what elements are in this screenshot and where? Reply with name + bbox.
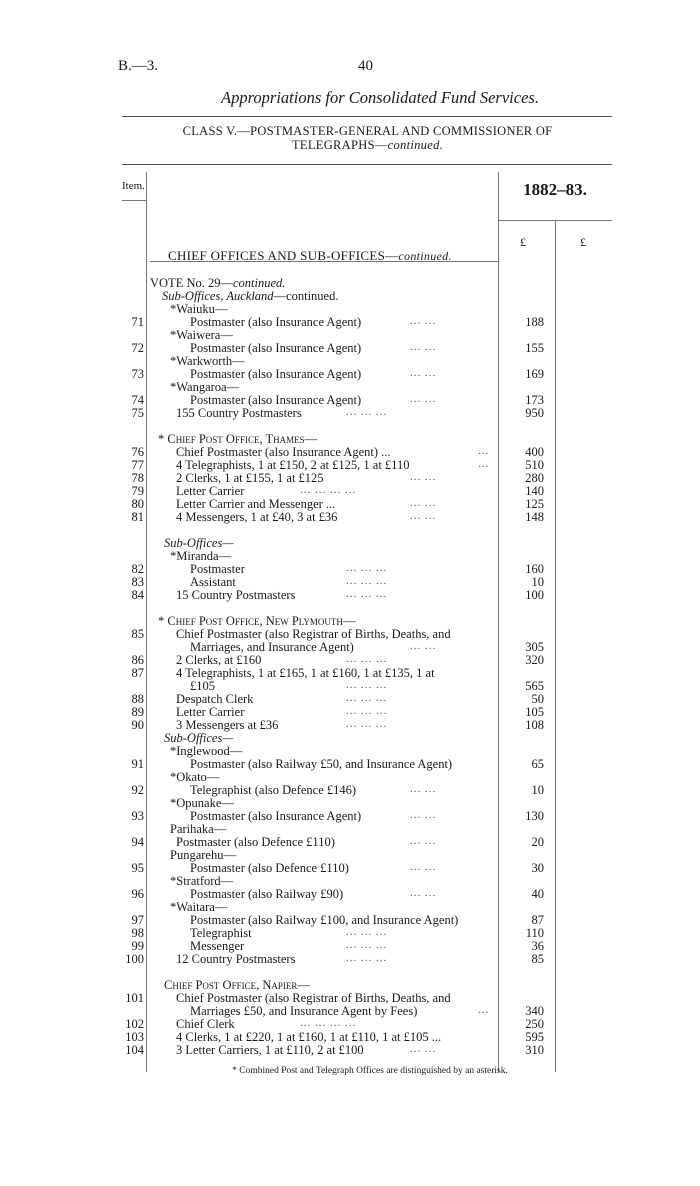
table-row [0,497,700,510]
table-row [0,926,700,939]
table-row [0,991,700,1004]
sub-offices-auckland-label: Sub-Offices, Auckland [162,289,274,303]
table-row [0,705,700,718]
place-miranda: *Miranda— [170,549,232,563]
leader-dots: ... [478,458,490,470]
table-row [0,1043,700,1056]
leader-dots: ... ... [410,315,437,327]
leader-dots: ... ... [410,640,437,652]
leader-dots: ... ... [410,835,437,847]
row-description: Chief Clerk [176,1017,235,1031]
chief-post-office-napier: Chief Post Office, Napier— [164,978,310,992]
item-number: 94 [131,835,144,849]
item-number: 97 [131,913,144,927]
item-number: 81 [131,510,144,524]
leader-dots: ... ... [410,783,437,795]
vote-label: VOTE No. 29— [150,276,233,290]
table-row [0,1017,700,1030]
row-description: Assistant [190,575,236,589]
row-amount: 10 [531,783,544,797]
row-amount: 400 [525,445,544,459]
row-description: Letter Carrier [176,705,245,719]
section-heading [168,248,452,264]
table-row [0,913,700,926]
row-amount: 65 [531,757,544,771]
table-row [0,640,700,653]
row-description: Letter Carrier and Messenger ... [176,497,336,511]
row-description: Chief Postmaster (also Registrar of Births, Deaths, and [176,627,451,641]
item-number: 95 [131,861,144,875]
table-row [0,393,700,406]
table-row [0,692,700,705]
item-number: 72 [131,341,144,355]
item-number: 73 [131,367,144,381]
table-row [0,666,700,679]
row-amount: 155 [525,341,544,355]
row-amount: 950 [525,406,544,420]
place-waiwera: *Waiwera— [170,328,233,342]
row-amount: 173 [525,393,544,407]
table-row [0,406,700,419]
row-description: Postmaster (also Defence £110) [176,835,335,849]
item-number: 104 [125,1043,144,1057]
row-description: 2 Clerks, at £160 [176,653,262,667]
table-row [0,510,700,523]
table-row [0,341,700,354]
item-number: 80 [131,497,144,511]
row-amount: 280 [525,471,544,485]
row-description: Postmaster (also Insurance Agent) [190,315,362,329]
item-number: 82 [131,562,144,576]
sub-offices-thames-heading: Sub-Offices— [164,536,234,550]
table-row [0,861,700,874]
item-number: 87 [131,666,144,680]
place-pungarehu: Pungarehu— [170,848,236,862]
row-amount: 140 [525,484,544,498]
leader-dots: ... ... [410,861,437,873]
leader-dots: ... ... [410,1043,437,1055]
running-title: Appropriations for Consolidated Fund Services. [221,88,539,107]
row-amount: 10 [531,575,544,589]
leader-dots: ... ... [410,510,437,522]
item-number: 85 [131,627,144,641]
row-amount: 510 [525,458,544,472]
place-waitara: *Waitara— [170,900,228,914]
row-description: 4 Telegraphists, 1 at £150, 2 at £125, 1 at £110 [176,458,410,472]
item-column-header: Item. [122,180,145,192]
page-number: 40 [358,58,373,74]
row-description: 3 Messengers at £36 [176,718,279,732]
item-number: 91 [131,757,144,771]
place-opunake: *Opunake— [170,796,234,810]
item-number: 101 [125,991,144,1005]
row-amount: 160 [525,562,544,576]
item-number: 83 [131,575,144,589]
class-title-line-1: CLASS V.—POSTMASTER-GENERAL AND COMMISSIONER OF [182,124,553,138]
place-inglewood: *Inglewood— [170,744,243,758]
place-wangaroa: *Wangaroa— [170,380,240,394]
table-row [0,445,700,458]
row-amount: 169 [525,367,544,381]
row-description: Postmaster (also Insurance Agent) [190,367,362,381]
row-description: £105 [190,679,215,693]
row-description: 4 Messengers, 1 at £40, 3 at £36 [176,510,338,524]
row-description: Postmaster [190,562,245,576]
place-stratford: *Stratford— [170,874,234,888]
table-row [0,679,700,692]
table-row [0,315,700,328]
table-row [0,952,700,965]
item-number: 100 [125,952,144,966]
leader-dots: ... ... [410,393,437,405]
leader-dots: ... ... ... [346,653,388,665]
item-number: 103 [125,1030,144,1044]
leader-dots: ... ... ... [346,406,388,418]
table-row [0,783,700,796]
sub-offices-new-plymouth-heading: Sub-Offices— [164,731,234,745]
row-description: 3 Letter Carriers, 1 at £110, 2 at £100 [176,1043,364,1057]
row-amount: 310 [525,1043,544,1057]
row-description: 4 Telegraphists, 1 at £165, 1 at £160, 1 at £135, 1 at [176,666,435,680]
row-amount: 85 [531,952,544,966]
item-number: 96 [131,887,144,901]
row-amount: 30 [531,861,544,875]
row-amount: 108 [525,718,544,732]
leader-dots: ... ... ... ... [300,484,357,496]
row-amount: 50 [531,692,544,706]
row-amount: 130 [525,809,544,823]
row-description: Postmaster (also Insurance Agent) [190,341,362,355]
leader-dots: ... ... [410,341,437,353]
row-amount: 36 [531,939,544,953]
item-number: 92 [131,783,144,797]
row-description: Telegraphist [190,926,252,940]
table-row [0,718,700,731]
table-row [0,1004,700,1017]
row-description: Letter Carrier [176,484,245,498]
row-amount: 188 [525,315,544,329]
document-reference: B.—3. [118,58,159,74]
item-number: 77 [131,458,144,472]
row-description: Telegraphist (also Defence £146) [190,783,357,797]
leader-dots: ... ... ... [346,562,388,574]
row-description: Postmaster (also Insurance Agent) [190,393,362,407]
item-number: 75 [131,406,144,420]
table-row [0,471,700,484]
row-description: Postmaster (also Defence £110) [190,861,349,875]
table-row [0,1030,700,1043]
chief-post-office-thames: * Chief Post Office, Thames— [158,432,318,446]
chief-post-office-new-plymouth: * Chief Post Office, New Plymouth— [158,614,356,628]
place-waiuku: *Waiuku— [170,302,228,316]
row-description: Chief Postmaster (also Insurance Agent) ... [176,445,391,459]
row-amount: 87 [531,913,544,927]
row-description: Chief Postmaster (also Registrar of Births, Deaths, and [176,991,451,1005]
row-amount: 40 [531,887,544,901]
place-okato: *Okato— [170,770,220,784]
item-number: 98 [131,926,144,940]
pound-sign-column-2: £ [580,235,586,249]
row-description: 4 Clerks, 1 at £220, 1 at £160, 1 at £110, 1 at £105 ... [176,1030,442,1044]
row-amount: 148 [525,510,544,524]
vote-continued: continued. [232,276,286,290]
leader-dots: ... ... ... [346,679,388,691]
row-amount: 110 [525,926,544,940]
table-row [0,575,700,588]
table-row [0,627,700,640]
leader-dots: ... ... ... [346,575,388,587]
leader-dots: ... ... ... [346,692,388,704]
item-number: 84 [131,588,144,602]
top-rule [122,116,612,117]
table-row [0,458,700,471]
item-number: 78 [131,471,144,485]
row-amount: 305 [525,640,544,654]
row-description: Postmaster (also Railway £90) [190,887,344,901]
row-description: 12 Country Postmasters [176,952,296,966]
row-amount: 20 [531,835,544,849]
table-row [0,939,700,952]
leader-dots: ... ... ... [346,926,388,938]
row-amount: 125 [525,497,544,511]
place-parihaka: Parihaka— [170,822,227,836]
leader-dots: ... ... ... [346,588,388,600]
leader-dots: ... ... [410,887,437,899]
row-amount: 340 [525,1004,544,1018]
table-row [0,887,700,900]
item-number: 90 [131,718,144,732]
leader-dots: ... ... ... [346,705,388,717]
table-row [0,588,700,601]
leader-dots: ... ... ... ... [300,1017,357,1029]
table-row [0,653,700,666]
class-title-line-2 [0,138,700,153]
row-description: Postmaster (also Railway £100, and Insurance Agent) [190,913,459,927]
item-number: 102 [125,1017,144,1031]
row-description: 2 Clerks, 1 at £155, 1 at £125 [176,471,324,485]
table-row [0,835,700,848]
item-number: 74 [131,393,144,407]
leader-dots: ... ... [410,471,437,483]
section-continued: continued. [398,249,452,263]
leader-dots: ... [478,445,490,457]
row-description: 15 Country Postmasters [176,588,296,602]
place-warkworth: *Warkworth— [170,354,245,368]
footnote: * Combined Post and Telegraph Offices are distinguished by an asterisk. [232,1066,508,1076]
table-row [0,367,700,380]
row-amount: 565 [525,679,544,693]
leader-dots: ... ... [410,497,437,509]
item-number: 93 [131,809,144,823]
row-description: Despatch Clerk [176,692,254,706]
item-number: 99 [131,939,144,953]
row-amount: 250 [525,1017,544,1031]
sub-offices-auckland-continued: —continued. [273,289,339,303]
row-amount: 105 [525,705,544,719]
table-top-rule [122,164,612,165]
row-amount: 320 [525,653,544,667]
item-number: 79 [131,484,144,498]
table-row [0,757,700,770]
leader-dots: ... ... ... [346,939,388,951]
leader-dots: ... ... ... [346,718,388,730]
pound-sign-column-1: £ [520,235,526,249]
item-number: 86 [131,653,144,667]
row-description: Postmaster (also Railway £50, and Insurance Agent) [190,757,453,771]
row-description: Messenger [190,939,245,953]
row-description: Postmaster (also Insurance Agent) [190,809,362,823]
table-row [0,562,700,575]
item-header-rule [122,200,146,201]
item-number: 88 [131,692,144,706]
row-description: Marriages, and Insurance Agent) [190,640,354,654]
table-row [0,484,700,497]
section-title: CHIEF OFFICES AND SUB-OFFICES— [168,248,399,263]
table-row [0,809,700,822]
row-amount: 595 [525,1030,544,1044]
leader-dots: ... ... [410,367,437,379]
class-title-telegraphs: TELEGRAPHS— [291,138,388,152]
row-description: Marriages £50, and Insurance Agent by Fees) [190,1004,418,1018]
leader-dots: ... ... ... [346,952,388,964]
row-amount: 100 [525,588,544,602]
row-description: 155 Country Postmasters [176,406,302,420]
item-number: 71 [131,315,144,329]
leader-dots: ... ... [410,809,437,821]
year-header-rule [498,220,612,221]
item-number: 76 [131,445,144,459]
item-number: 89 [131,705,144,719]
class-title-continued: continued. [387,138,444,152]
year-column-header: 1882–83. [523,180,587,199]
leader-dots: ... [478,1004,490,1016]
